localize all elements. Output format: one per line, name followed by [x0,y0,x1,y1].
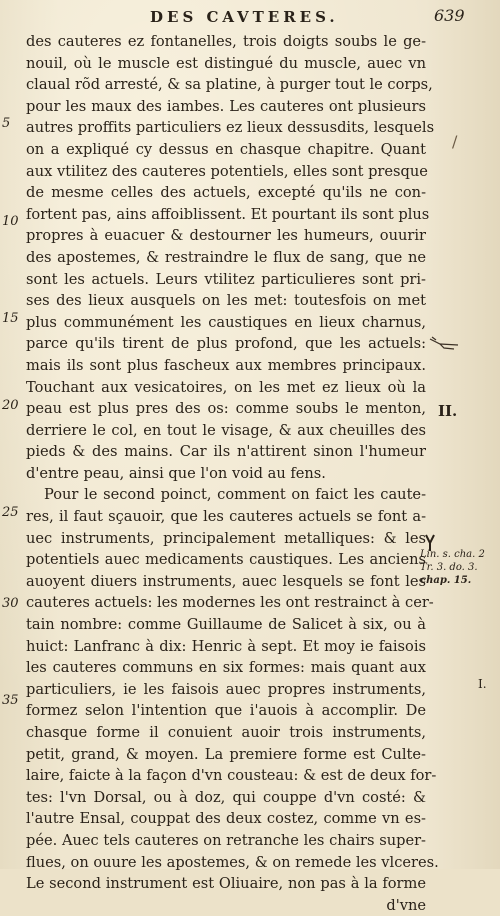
text-line: res, il faut sçauoir, que les cauteres actuels se font a- [26,508,426,526]
line-number: 20 [2,398,19,413]
margin-stroke: / [452,132,458,151]
text-line: sont les actuels. Leurs vtilitez particulieres sont pri- [26,270,426,288]
text-line: petit, grand, & moyen. La premiere forme est Culte- [26,745,426,763]
first-form-numeral: I. [478,677,487,691]
text-line: nouil, où le muscle est distingué du muscle, auec vn [26,54,426,72]
text-line: Touchant aux vesicatoires, on les met ez lieux où la [26,378,426,396]
text-line: tes: l'vn Dorsal, ou à doz, qui couppe d'vn costé: & [26,788,426,806]
running-head: DES CAVTERES. [150,8,339,26]
text-line: parce qu'ils tirent de plus profond, que les actuels: [26,335,426,353]
text-line: chasque forme il conuient auoir trois instruments, [26,724,426,741]
line-number: 35 [2,693,19,708]
text-line: auoyent diuers instruments, auec lesquels se font les [26,572,426,590]
line-number: 10 [2,214,19,229]
line-number: 25 [2,505,19,520]
text-line: ses des lieux ausquels on les met: toutesfois on met [26,292,426,310]
text-line: fortent pas, ains affoiblissent. Et pourtant ils sont plus [26,205,430,223]
text-line: flues, on ouure les apostemes, & on remede les vlceres. [26,853,439,871]
text-line: mais ils sont plus fascheux aux membres principaux. [26,356,426,374]
margin-note-line: Lin. s. cha. 2 [420,549,485,560]
text-line: des apostemes, & restraindre le flux de sang, que ne [26,248,426,266]
text-line: formez selon l'intention que i'auois à accomplir. De [26,702,426,720]
text-line: propres à euacuer & destourner les humeurs, ouurir [26,227,426,245]
text-line: derriere le col, en tout le visage, & aux cheuilles des [26,421,426,439]
margin-note-line: chap. 15. [420,575,472,586]
text-line: pour les maux des iambes. Les cauteres ont plusieurs [26,97,426,115]
text-line: potentiels auec medicaments caustiques. Les anciens [26,551,426,569]
text-line: Pour le second poinct, comment on faict les caute- [44,486,426,504]
body-text [26,31,439,916]
text-line: d'vne [386,896,426,914]
text-line: l'autre Ensal, couppat des deux costez, comme vn es- [26,810,426,828]
text-line: les cauteres communs en six formes: mais quant aux [26,659,426,677]
page-number: 639 [434,6,465,25]
line-number: 30 [2,596,19,611]
manicule-icon [428,335,460,353]
text-line: huict: Lanfranc à dix: Henric à sept. Et moy ie faisois [26,637,426,655]
text-line: claual rõd arresté, & sa platine, à purger tout le corps, [26,76,433,94]
text-line: d'entre peau, ainsi que l'on void au fens. [26,464,326,482]
text-line: pée. Auec tels cauteres on retranche les chairs super- [26,831,426,849]
text-line: particuliers, ie les faisois auec propres instruments, [26,680,426,698]
text-line: peau est plus pres des os: comme soubs le menton, [26,400,426,418]
text-line: autres proffits particuliers ez lieux dessusdits, lesquels [26,119,435,137]
page-header [0,6,500,30]
text-line: pieds & des mains. Car ils n'attirent sinon l'humeur [26,443,426,461]
text-line: cauteres actuels: les modernes les ont restrainct à cer- [26,594,434,612]
text-line: on a expliqué cy dessus en chasque chapitre. Quant [26,140,426,158]
text-line: laire, faicte à la façon d'vn cousteau: & est de deux for- [26,767,437,785]
text-line: de mesme celles des actuels, excepté qu'ils ne con- [26,184,426,202]
margin-note [420,548,485,587]
text-line: aux vtilitez des cauteres potentiels, elles sont presque [26,162,428,180]
line-number: 15 [2,311,19,326]
text-line: uec instruments, principalement metalliques: & les [26,529,426,547]
margin-note-line: Tr. 3. do. 3. [420,562,478,573]
text-line: plus communément les caustiques en lieux charnus, [26,313,426,331]
section-numeral: II. [438,402,458,420]
text-line: Le second instrument est Oliuaire, non pas à la forme [26,875,426,893]
text-line: des cauteres ez fontanelles, trois doigts soubs le ge- [26,33,426,50]
line-number: 5 [2,116,11,131]
text-line: tain nombre: comme Guillaume de Salicet à six, ou à [26,616,426,634]
